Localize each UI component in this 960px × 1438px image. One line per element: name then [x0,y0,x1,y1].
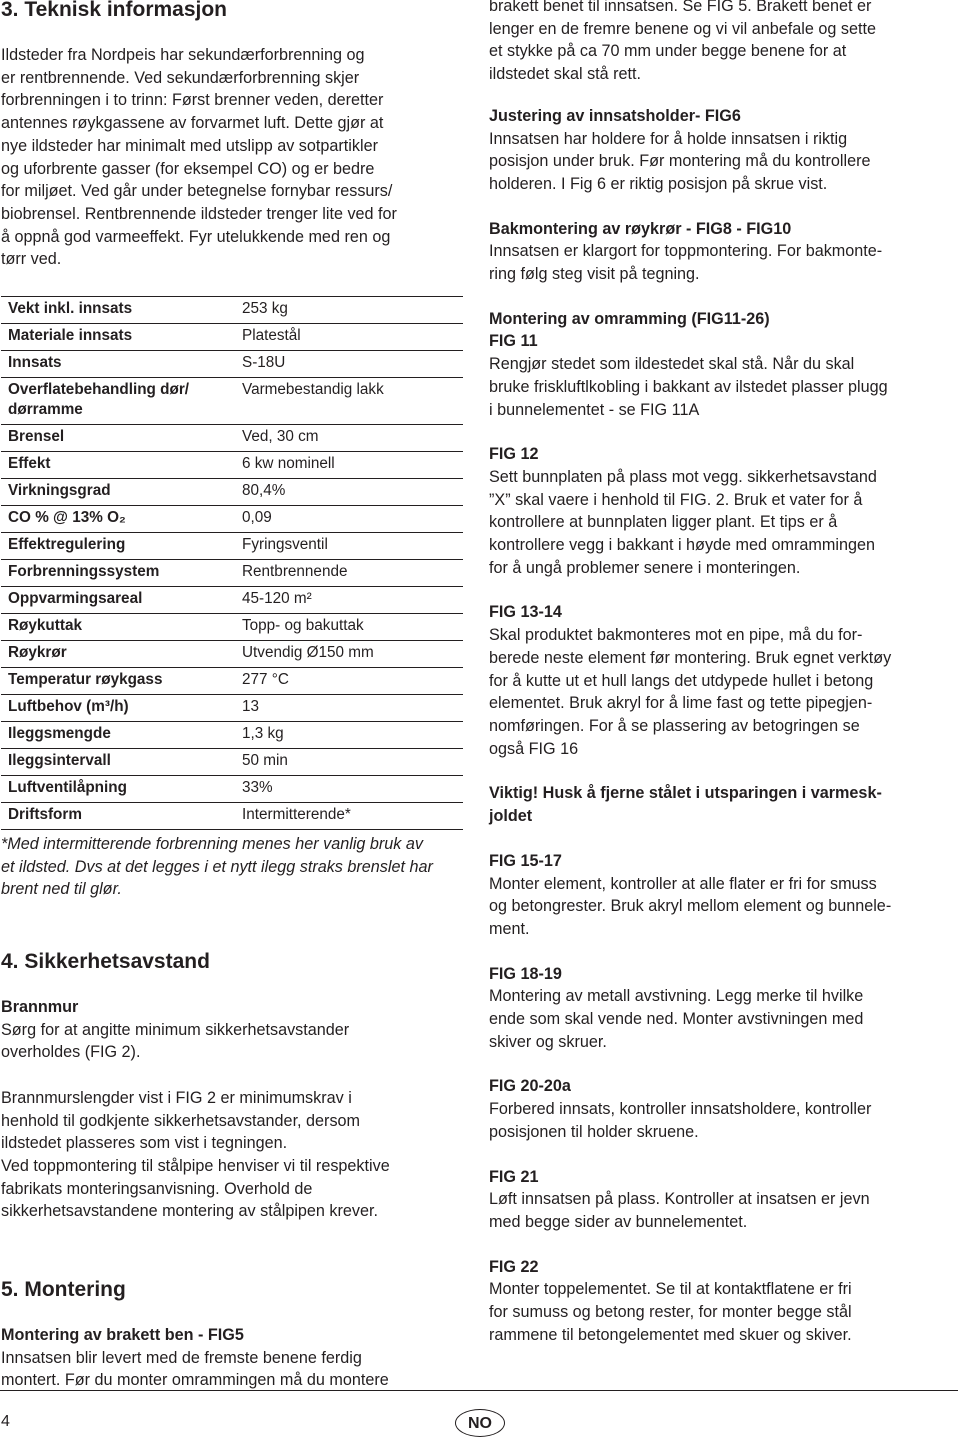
spec-label: Brensel [8,428,65,445]
spec-label: Oppvarmingsareal [8,590,143,607]
section-heading: FIG 18-19 [489,964,562,983]
section-4-title: 4. Sikkerhetsavstand [1,950,210,973]
text-line: montert. Før du monter omrammingen må du montere [1,1371,389,1390]
section-heading: FIG 21 [489,1167,539,1186]
spec-label: Materiale innsats [8,327,133,344]
spec-value: 80,4% [242,482,286,499]
spec-value: 1,3 kg [242,725,284,742]
spec-value: S-18U [242,354,286,371]
text-line: er rentbrennende. Ved sekundærforbrenning skjer [1,68,360,87]
spec-row [1,668,463,695]
text-line: nye ildsteder har minimalt med utslipp av sotpartikler [1,136,378,155]
spec-label: Vekt inkl. innsats [8,300,133,317]
text-line: nomføringen. For å se plassering av betogringen se [489,716,860,735]
spec-row [1,722,463,749]
spec-label: Ileggsmengde [8,725,111,742]
section-heading: FIG 12 [489,445,539,464]
instruction-section [489,1166,954,1234]
spec-row [1,641,463,668]
text-line: Monter element, kontroller at alle flater er fri for smuss [489,874,877,893]
spec-value: Utvendig Ø150 mm [242,644,374,661]
text-line: ildstedet skal stå rett. [489,65,642,84]
section-heading: Viktig! Husk å fjerne stålet i utsparingen i varmesk- [489,784,882,803]
instruction-section [489,601,954,760]
text-line: Rengjør stedet som ildestedet skal stå. Når du skal [489,355,855,374]
text-line: Løft innsatsen på plass. Kontroller at insatsen er jevn [489,1190,870,1209]
spec-row [1,425,463,452]
text-line: tørr ved. [1,250,62,269]
language-badge: NO [455,1409,505,1437]
spec-row [1,749,463,776]
section-3-title: 3. Teknisk informasjon [1,0,228,21]
text-line: forbrenningen i to trinn: Først brenner veden, deretter [1,91,384,110]
text-line: posisjonen til holder skruene. [489,1122,699,1141]
text-line: berede neste element før montering. Bruk egnet verktøy [489,648,892,667]
text-line: Monter toppelementet. Se til at kontaktflatene er fri [489,1280,852,1299]
spec-value: Intermitterende* [242,806,351,823]
section-heading: Bakmontering av røykrør - FIG8 - FIG10 [489,219,792,238]
instruction-section [489,443,954,579]
text-line: for sumuss og betong rester, for monter begge stål [489,1303,852,1322]
text-line: rammene til betongelementet med skuer og skiver. [489,1325,852,1344]
spec-label: Virkningsgrad [8,482,111,499]
spec-label: Driftsform [8,806,82,823]
right-column [489,0,954,1346]
page-number: 4 [1,1413,10,1430]
spec-row [1,351,463,378]
instruction-section [489,308,954,422]
spec-label: Røykrør [8,644,67,661]
instruction-section [489,782,954,827]
text-line: biobrensel. Rentbrennende ildsteder trenger lite ved for [1,204,397,223]
text-line: fabrikats monteringsanvisning. Overhold de [1,1179,313,1198]
spec-row [1,324,463,351]
text-line: for å ungå problemer senere i monteringen. [489,558,801,577]
text-line: og uforbrente gasser (for eksempel CO) og er bedre [1,159,375,178]
brakett-heading: Montering av brakett ben - FIG5 [1,1326,244,1344]
spec-row [1,452,463,479]
text-line: lenger en de fremre benene og vi vil anbefale og sette [489,19,876,38]
spec-row [1,533,463,560]
text-line: ildstedet plasseres som vist i tegningen. [1,1134,288,1153]
section-heading: FIG 20-20a [489,1077,571,1096]
section-heading: FIG 15-17 [489,851,562,870]
text-line: Sett bunnplaten på plass mot vegg. sikkerhetsavstand [489,467,877,486]
text-line: for miljøet. Ved går under betegnelse fornybar ressurs/ [1,182,393,201]
spec-label: Ileggsintervall [8,752,111,769]
text-line: ”X” skal vaere i henhold til FIG. 2. Bruk et vater for å [489,490,863,509]
footnote-line: et ildsted. Dvs at det legges i et nytt ilegg straks brenslet har [1,857,433,876]
spec-value: Rentbrennende [242,563,348,580]
footnote-line: *Med intermitterende forbrenning menes her vanlig bruk av [1,835,423,853]
brakett-block [1,1324,471,1392]
spec-row [1,695,463,722]
text-line: ende som skal vende ned. Monter avstivningen med [489,1010,864,1029]
spec-value: Platestål [242,327,301,344]
specifications-table [1,296,463,830]
section-heading: Justering av innsatsholder- FIG6 [489,106,741,125]
instruction-section [489,218,954,286]
spec-value: Fyringsventil [242,536,328,553]
spec-label: Røykuttak [8,617,82,634]
footer-divider [0,1390,958,1391]
text-line: Sørg for at angitte minimum sikkerhetsavstander [1,1020,350,1039]
spec-row [1,614,463,641]
text-line: bruke friskluftlkobling i bakkant av ilstedet plasser plugg [489,377,888,396]
text-line: elementet. Bruk akryl for å lime fast og tette pipegjen- [489,694,873,713]
spec-row [1,587,463,614]
spec-row [1,378,463,425]
text-line: og betongrester. Bruk akryl mellom element og bunnele- [489,897,892,916]
spec-label: Luftbehov (m³/h) [8,698,129,715]
section-5-title: 5. Montering [1,1278,126,1301]
spec-row [1,506,463,533]
spec-label: Temperatur røykgass [8,671,163,688]
text-line: å oppnå god varmeeffekt. Fyr utelukkende med ren og [1,227,391,246]
spec-label: Effekt [8,455,51,472]
text-line: Brannmurslengder vist i FIG 2 er minimumskrav i [1,1088,352,1107]
spec-row [1,776,463,803]
text-line: kontrollere vegg i bakkant i høyde med omrammingen [489,536,875,555]
spec-value: Ved, 30 cm [242,428,319,445]
instruction-section [489,105,954,196]
text-line: henhold til godkjente sikkerhetsavstander, dersom [1,1111,361,1130]
spec-label: Innsats [8,354,62,371]
spec-value: Topp- og bakuttak [242,617,364,634]
footnote [1,833,471,901]
text-line: Montering av metall avstivning. Legg merke til hvilke [489,987,864,1006]
text-line: antennes røykgassene av forvarmet luft. Dette gjør at [1,114,384,133]
spec-label: Forbrenningssystem [8,563,160,580]
continued-paragraph [489,0,954,86]
instruction-section [489,1256,954,1347]
spec-row [1,297,463,324]
text-line: et stykke på ca 70 mm under begge benene for at [489,42,847,61]
text-line: overholdes (FIG 2). [1,1043,141,1062]
text-line: ment. [489,919,530,938]
spec-row [1,560,463,587]
spec-value: Varmebestandig lakk [242,381,384,398]
text-line: kontrollere at bunnplaten ligger plant. Et tips er å [489,513,838,532]
section-3-paragraph [1,44,471,271]
section-heading: FIG 11 [489,332,538,351]
text-line: Ildsteder fra Nordpeis har sekundærforbrenning og [1,46,365,64]
instruction-section [489,850,954,941]
spec-row [1,803,463,830]
spec-row [1,479,463,506]
brannmur-heading: Brannmur [1,998,79,1016]
text-line: for å kutte ut et hull langs det utdypede hullet i betong [489,671,874,690]
spec-value: 45-120 m² [242,590,312,607]
instruction-section [489,1075,954,1143]
section-heading: FIG 22 [489,1257,539,1276]
text-line: Skal produktet bakmonteres mot en pipe, må du for- [489,626,863,645]
text-line: Innsatsen blir levert med de fremste benene ferdig [1,1348,362,1367]
brannmur-block [1,996,471,1223]
text-line: posisjon under bruk. Før montering må du kontrollere [489,152,871,171]
text-line: skiver og skruer. [489,1032,607,1051]
spec-value: 13 [242,698,260,715]
text-line: i bunnelementet - se FIG 11A [489,400,700,419]
spec-label: CO % @ 13% O₂ [8,509,126,526]
spec-label: Luftventilåpning [8,779,127,796]
section-heading: Montering av omramming (FIG11-26) [489,309,770,328]
section-heading: joldet [489,807,533,826]
spec-label: Overflatebehandling dør/ dørramme [8,381,190,418]
spec-label: Effektregulering [8,536,126,553]
section-heading: FIG 13-14 [489,603,562,622]
text-line: Innsatsen har holdere for å holde innsatsen i riktig [489,129,848,148]
text-line: sikkerhetsavstandene montering av stålpipen krever. [1,1202,379,1221]
text-line: brakett benet til innsatsen. Se FIG 5. Brakett benet er [489,0,872,15]
text-line: Forbered innsats, kontroller innsatsholdere, kontroller [489,1100,872,1119]
spec-value: 33% [242,779,273,796]
spec-value: 6 kw nominell [242,455,335,472]
text-line: også FIG 16 [489,739,579,758]
spec-value: 0,09 [242,509,272,526]
text-line: med begge sider av bunnelementet. [489,1212,748,1231]
text-line: Ved toppmontering til stålpipe henviser vi til respektive [1,1156,390,1175]
text-line: ring følg steg visit på tegning. [489,265,700,284]
montering-sections [489,105,954,1347]
instruction-section [489,963,954,1054]
spec-value: 253 kg [242,300,288,317]
text-line: Innsatsen er klargort for toppmontering. For bakmonte- [489,242,883,261]
text-line: holderen. I Fig 6 er riktig posisjon på skrue vist. [489,174,828,193]
spec-value: 277 °C [242,671,289,688]
spec-value: 50 min [242,752,288,769]
footnote-line: brent ned til glør. [1,880,122,899]
